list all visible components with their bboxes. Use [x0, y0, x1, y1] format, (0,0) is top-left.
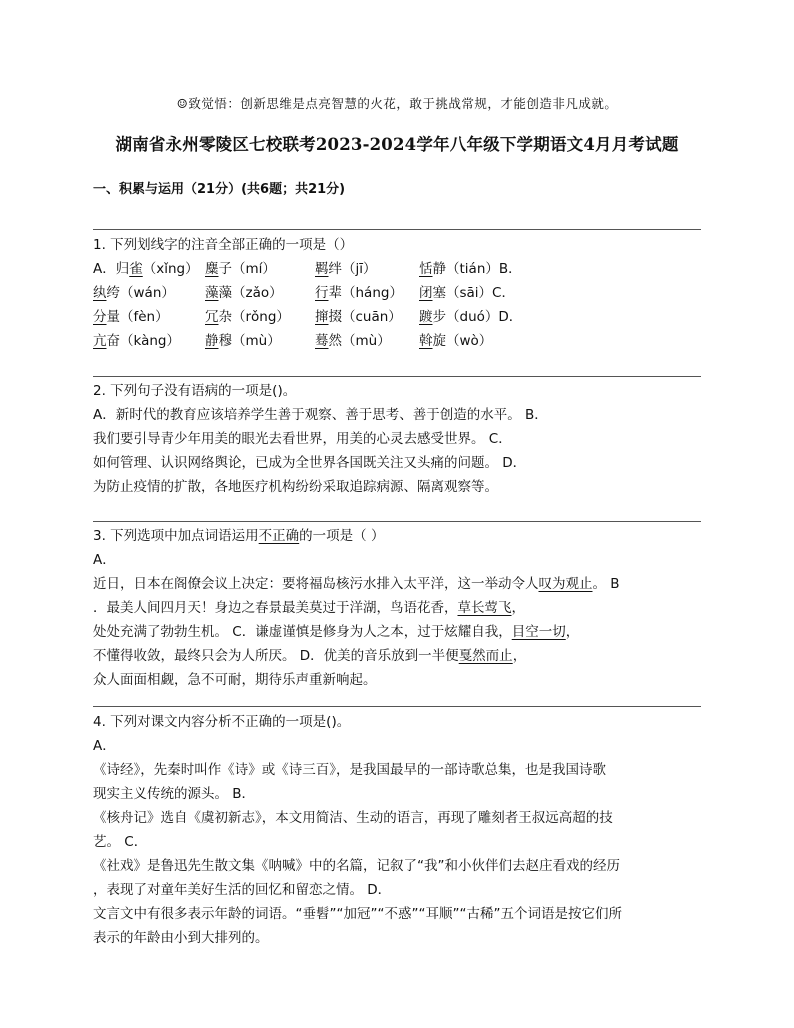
option-label: A． [93, 552, 116, 568]
option-line: 表示的年龄由小到大排列的。 [93, 930, 269, 946]
option-line: 艺。 C． [93, 834, 148, 850]
question-stem: 1. 下列划线字的注音全部正确的一项是（） [93, 237, 354, 253]
q1-row-1: A．归雀（xǐng） 麋子（mí） 羁绊（jī） 恬静（tián）B． [93, 261, 522, 277]
divider [93, 521, 701, 522]
option-line: A．新时代的教育应该培养学生善于观察、善于思考、善于创造的水平。 B． [93, 407, 548, 423]
q1-row-3: 分量（fèn） 冗杂（rǒng） 撺掇（cuān） 踱步（duó）D． [93, 309, 523, 325]
motto-line: ☺致觉悟：创新思维是点亮智慧的火花，敢于挑战常规，才能创造非凡成就。 [176, 96, 618, 111]
question-stem: 3. 下列选项中加点词语运用不正确的一项是（ ） [93, 528, 385, 544]
option-label: A． [93, 738, 116, 754]
option-line: 不懂得收敛，最终只会为人所厌。 D．优美的音乐放到一半便戛然而止， [93, 648, 527, 664]
option-line: 《诗经》，先秦时叫作《诗》或《诗三百》，是我国最早的一部诗歌总集，也是我国诗歌 [93, 762, 606, 778]
section-heading: 一、积累与运用（21分）(共6题；共21分) [93, 182, 346, 197]
option-line: 文言文中有很多表示年龄的词语。“垂髫”“加冠”“不惑”“耳顺”“古稀”五个词语是按它们所 [93, 906, 622, 922]
option-line: 我们要引导青少年用美的眼光去看世界，用美的心灵去感受世界。 C． [93, 431, 512, 447]
option-line: 处处充满了勃勃生机。 C．谦虚谨慎是修身为人之本，过于炫耀自我，目空一切， [93, 624, 580, 640]
question-2 [93, 379, 705, 499]
q1-row-4: 亢奋（kàng） 静穆（mù） 蓦然（mù） 斡旋（wò） [93, 333, 493, 349]
option-line: ．最美人间四月天！身边之春景最美莫过于洋湖，鸟语花香，草长莺飞， [93, 600, 525, 616]
option-line: ，表现了对童年美好生活的回忆和留恋之情。 D． [93, 882, 392, 898]
option-line: 如何管理、认识网络舆论，已成为全世界各国既关注又头痛的问题。 D． [93, 455, 527, 471]
divider [93, 376, 701, 377]
page-title: 湖南省永州零陵区七校联考2023-2024学年八年级下学期语文4月月考试题 [115, 135, 679, 154]
option-line: 近日，日本在阁僚会议上决定：要将福岛核污水排入太平洋，这一举动令人叹为观止。 B [93, 576, 620, 592]
option-line: 为防止疫情的扩散，各地医疗机构纷纷采取追踪病源、隔离观察等。 [93, 479, 498, 495]
divider [93, 706, 701, 707]
option-line: 《社戏》是鲁迅先生散文集《呐喊》中的名篇，记叙了“我”和小伙伴们去赵庄看戏的经历 [93, 858, 620, 874]
question-3 [93, 524, 705, 692]
q1-row-2: 纨绔（wán） 藻藻（zǎo） 行辈（háng） 闭塞（sāi）C． [93, 285, 515, 301]
divider [93, 229, 701, 230]
question-stem: 4. 下列对课文内容分析不正确的一项是()。 [93, 714, 351, 730]
option-line: 众人面面相觑，急不可耐，期待乐声重新响起。 [93, 672, 377, 688]
option-line: 现实主义传统的源头。 B． [93, 786, 256, 802]
question-1 [93, 233, 705, 353]
question-4 [93, 710, 705, 950]
option-line: 《核舟记》选自《虞初新志》，本文用简洁、生动的语言，再现了雕刻者王叔远高超的技 [93, 810, 613, 826]
question-stem: 2. 下列句子没有语病的一项是()。 [93, 383, 297, 399]
